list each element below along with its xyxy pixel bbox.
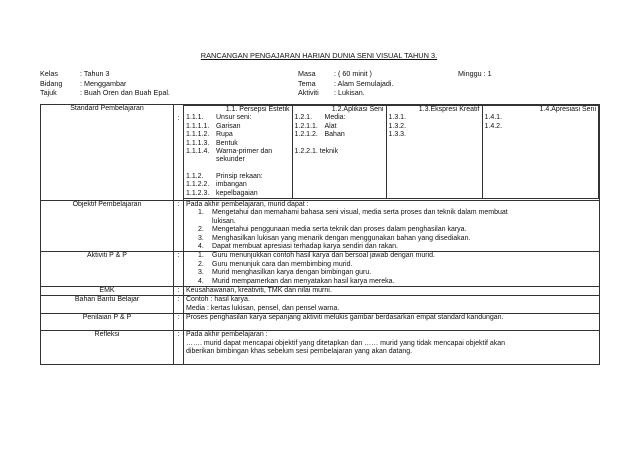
std-col1-heading: 1.1. Persepsi Estetik bbox=[225, 106, 290, 113]
refleksi-line: ……. murid dapat mencapai objektif yang ditetapkan dan …… murid yang tidak mencapai objektif akan bbox=[186, 339, 506, 347]
lesson-plan-table bbox=[40, 104, 600, 365]
emk-content: Keusahawanan, kreativiti, TMK dan nilai murni. bbox=[184, 287, 600, 296]
header-left bbox=[40, 69, 170, 98]
aktiviti-item: 3. Murid menghasilkan karya dengan bimbingan guru. bbox=[198, 269, 372, 277]
std-col4-heading: 1.4.Apresiasi Seni bbox=[539, 106, 596, 113]
aktiviti-key: Aktiviti bbox=[298, 88, 319, 97]
colon: : bbox=[174, 105, 184, 201]
masa-value: : ( 60 minit ) bbox=[334, 69, 372, 78]
colon: : bbox=[174, 287, 184, 296]
std-line: 1.3.3. bbox=[388, 131, 407, 139]
objektif-label: Objektif Pembelajaran bbox=[41, 201, 174, 252]
tajuk-key: Tajuk bbox=[40, 88, 57, 97]
aktiviti-value: : Lukisan. bbox=[334, 88, 365, 97]
std-line: 1.1.2.2. imbangan bbox=[186, 181, 247, 189]
standard-row bbox=[41, 105, 600, 201]
tajuk-value: : Buah Oren dan Buah Epal. bbox=[80, 88, 170, 97]
aktiviti-item: 4. Murid mempamerkan dan menyatakan hasil karya mereka. bbox=[198, 277, 395, 285]
bidang-row bbox=[40, 79, 170, 89]
masa-key: Masa bbox=[298, 69, 316, 78]
std-line-cont: sekunder bbox=[216, 156, 245, 164]
header-middle bbox=[298, 69, 394, 98]
std-line: 1.1.1.4. Warna-primer dan bbox=[186, 148, 273, 156]
aktiviti-pp-content bbox=[184, 252, 600, 287]
refleksi-label: Refleksi bbox=[41, 331, 174, 365]
std-line: 1.4.2. bbox=[484, 122, 503, 130]
masa-row bbox=[298, 69, 394, 79]
tajuk-row bbox=[40, 88, 170, 98]
tema-value: : Alam Semulajadi. bbox=[334, 78, 394, 88]
emk-label: EMK bbox=[41, 287, 174, 296]
refleksi-row bbox=[41, 331, 600, 365]
std-col-aplikasi bbox=[292, 106, 386, 199]
std-line: 1.1.1.3. Bentuk bbox=[186, 139, 238, 147]
bidang-value: : Menggambar bbox=[80, 78, 127, 88]
colon: : bbox=[174, 296, 184, 314]
std-line: 1.1.1.2. Rupa bbox=[186, 131, 233, 139]
std-line: 1.1.1. Unsur seni: bbox=[186, 114, 252, 122]
std-col-persepsi bbox=[184, 106, 292, 199]
bbb-content bbox=[184, 296, 600, 314]
std-line: 1.2.1. Media: bbox=[294, 114, 346, 122]
tema-key: Tema bbox=[298, 78, 316, 88]
penilaian-row bbox=[41, 314, 600, 331]
refleksi-content bbox=[184, 331, 600, 365]
std-line: 1.1.2. Prinsip rekaan: bbox=[186, 172, 263, 180]
objektif-item: 2. Mengetahui penggunaan media serta teknik dan proses dalam penghasilan karya. bbox=[198, 226, 467, 234]
kelas-key: Kelas bbox=[40, 69, 58, 78]
objektif-item: lukisan. bbox=[212, 217, 236, 225]
objektif-item: 3. Menghasilkan lukisan yang menarik dengan menggunakan bahan yang disediakan. bbox=[198, 234, 471, 242]
objektif-row bbox=[41, 201, 600, 252]
std-col3-heading: 1.3.Ekspresi Kreatif bbox=[418, 106, 480, 113]
colon: : bbox=[174, 331, 184, 365]
std-line: 1.2.1.2. Bahan bbox=[294, 131, 345, 139]
kelas-row bbox=[40, 69, 170, 79]
aktiviti-row bbox=[298, 88, 394, 98]
bidang-key: Bidang bbox=[40, 78, 63, 88]
bbb-label: Bahan Bantu Belajar bbox=[41, 296, 174, 314]
standard-label: Standard Pembelajaran bbox=[41, 105, 174, 201]
kelas-value: : Tahun 3 bbox=[80, 69, 110, 78]
penilaian-label: Penilaian P & P bbox=[41, 314, 174, 331]
std-line: 1.3.1. bbox=[388, 114, 407, 122]
std-line: 1.1.1.1. Garisan bbox=[186, 122, 241, 130]
std-line: 1.2.1.1. Alat bbox=[294, 122, 337, 130]
std-col2-heading: 1.2.Aplikasi Seni bbox=[331, 106, 384, 113]
objektif-intro: Pada akhir pembelajaran, murid dapat : bbox=[186, 201, 309, 208]
std-line: 1.2.2.1. teknik bbox=[294, 147, 339, 155]
page-title: RANCANGAN PENGAJARAN HARIAN DUNIA SENI VISUAL TAHUN 3. bbox=[200, 51, 438, 60]
std-col-apresiasi bbox=[482, 106, 599, 199]
aktiviti-item: 2. Guru menunjuk cara dan membimbing murid. bbox=[198, 260, 353, 268]
std-col-ekspresi bbox=[386, 106, 482, 199]
objektif-content bbox=[184, 201, 600, 252]
bbb-line: Contoh : hasil karya. bbox=[186, 296, 250, 304]
std-line: 1.4.1. bbox=[484, 114, 503, 122]
colon: : bbox=[174, 252, 184, 287]
bbb-row bbox=[41, 296, 600, 314]
refleksi-line: diberikan bimbingan khas sebelum sesi pembelajaran yang akan datang. bbox=[186, 348, 413, 356]
colon: : bbox=[174, 201, 184, 252]
colon: : bbox=[174, 314, 184, 331]
aktiviti-pp-row bbox=[41, 252, 600, 287]
emk-row bbox=[41, 287, 600, 296]
aktiviti-pp-label: Aktiviti P & P bbox=[41, 252, 174, 287]
objektif-item: 1. Mengetahui dan memahami bahasa seni visual, media serta proses dan teknik dalam membuat bbox=[198, 209, 508, 217]
bbb-line: Media : kertas lukisan, pensel, dan pensel warna. bbox=[186, 304, 340, 312]
aktiviti-item: 1. Guru menunjukkan contoh hasil karya dan bersoal jawab dengan murid. bbox=[198, 252, 435, 260]
minggu: Minggu : 1 bbox=[458, 69, 492, 78]
std-line: 1.3.2. bbox=[388, 122, 407, 130]
tema-row bbox=[298, 79, 394, 89]
objektif-item: 4. Dapat membuat apresiasi terhadap karya sendiri dan rakan. bbox=[198, 243, 398, 251]
standard-columns bbox=[184, 105, 599, 199]
penilaian-content: Proses penghasilan karya sepanjang aktiviti melukis gambar berdasarkan empat standard kandungan. bbox=[184, 314, 600, 331]
standard-content bbox=[184, 105, 600, 201]
header-right bbox=[458, 69, 492, 79]
refleksi-line: Pada akhir pembelajaran : bbox=[186, 331, 268, 339]
std-line: 1.1.2.3. kepelbagaian bbox=[186, 189, 258, 197]
